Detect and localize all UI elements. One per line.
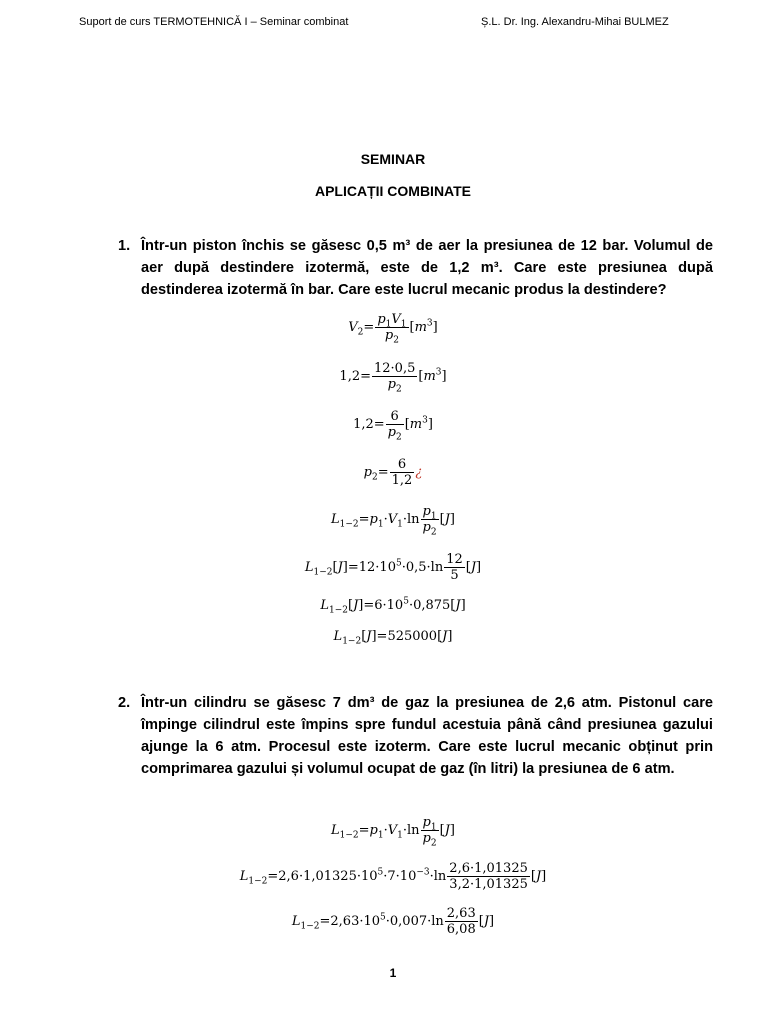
problem-2 — [118, 692, 713, 780]
equation: 1,2= $\frac{6}{p_2}$ $[m^3]$ — [353, 409, 433, 443]
equation: $L_{1-2}=p_1\cdot V_1\cdot\ln$ $\frac{p_1}{p_2}$ [J] — [331, 504, 455, 538]
problem-statement: Într-un piston închis se găsesc 0,5 m³ de aer la presiunea de 12 bar. Volumul de aer după destindere izotermă, este de 1,2 m³. Care este presiunea după destinderea izotermă în bar. Care este lucrul mecanic produs la destindere? — [141, 238, 713, 298]
equation: $L_{1-2}=2,63\cdot 10^5\cdot 0,007\cdot\ln$ $\frac{2,63}{6,08}$ [J] — [291, 906, 495, 937]
equation: $L_{1-2}[J]=525000[J]$ — [333, 629, 453, 647]
equation: $L_{1-2}[J]=12\cdot 10^5\cdot 0,5\cdot\ln$ $\frac{12}{5}$ [J] — [304, 552, 482, 583]
equation: $L_{1-2}=2,6\cdot 1,01325\cdot 10^5\cdot 7\cdot 10^{-3}\cdot\ln$ $\frac{2,6\cdot 1,01325}{3,2\cdot 1,01325}$ [J] — [239, 861, 547, 892]
page-subtitle: APLICAȚII COMBINATE — [314, 183, 472, 199]
problem-number: 1. — [118, 238, 131, 254]
page-title: SEMINAR — [360, 151, 426, 167]
problem-1 — [118, 235, 713, 301]
problem-statement: Într-un cilindru se găsesc 7 dm³ de gaz la presiunea de 2,6 atm. Pistonul care împinge cilindrul este împins spre fundul acestuia până când presiunea gazului ajunge la 6 atm. Procesul este izoterm. Care este lucrul mecanic obținut prin comprimarea gazului și volumul ocupat de gaz (în litri) la presiunea de 6 atm. — [141, 695, 713, 777]
problem-number: 2. — [118, 695, 131, 711]
header-course-title: Suport de curs TERMOTEHNICĂ I – Seminar combinat — [79, 16, 349, 28]
equation: $p_2=$ $\frac{6}{1,2}$ ¿ — [363, 457, 423, 488]
equation: $L_{1-2}=p_1\cdot V_1\cdot\ln$ $\frac{p_1}{p_2}$ [J] — [331, 815, 455, 849]
page-number: 1 — [389, 966, 397, 980]
equation: 1,2= $\frac{12\cdot 0,5}{p_2}$ $[m^3]$ — [339, 361, 447, 395]
equation: $V_2=$ $\frac{p_1V_1}{p_2}$ $[m^3]$ — [348, 312, 438, 346]
equation: $L_{1-2}[J]=6\cdot 10^5\cdot 0,875[J]$ — [320, 596, 466, 616]
header-author: Ș.L. Dr. Ing. Alexandru-Mihai BULMEZ — [481, 16, 669, 28]
